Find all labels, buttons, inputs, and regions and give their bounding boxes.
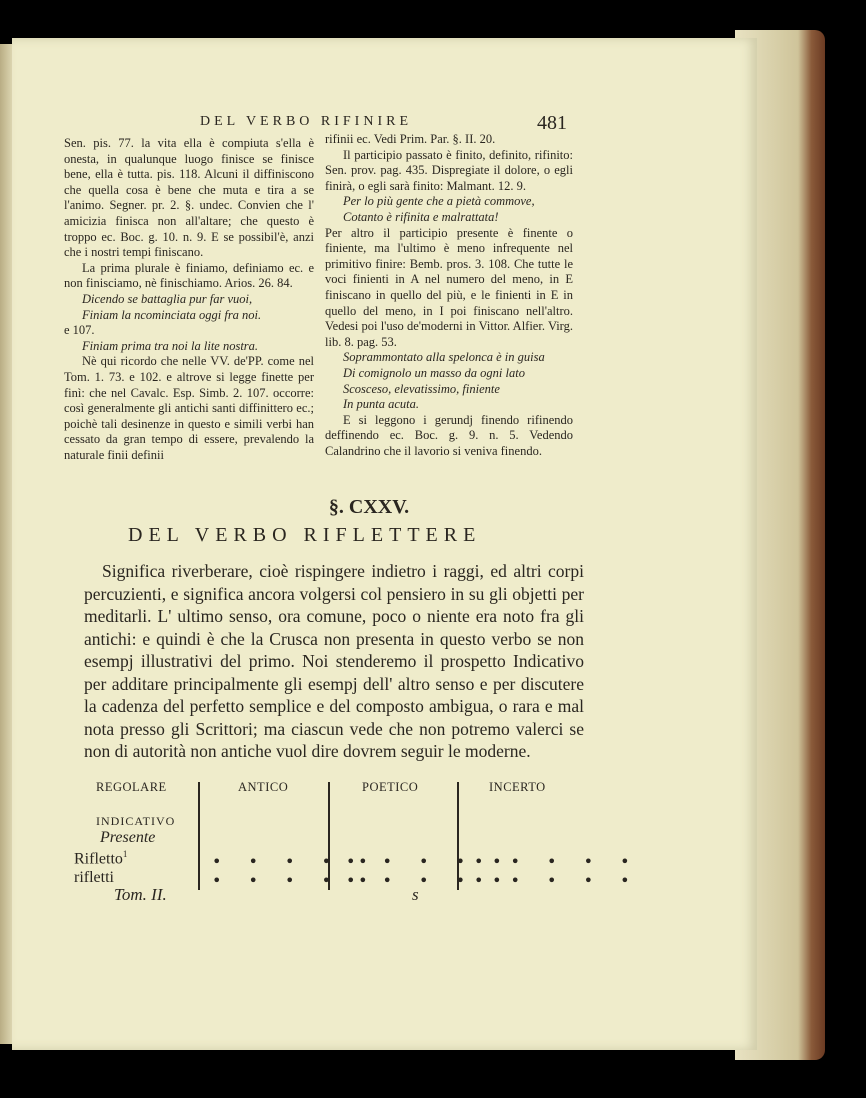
verse-line: Per lo più gente che a pietà commove, — [343, 194, 535, 209]
verse-line: Di comignolo un masso da ogni lato — [343, 365, 525, 380]
section-title: DEL VERBO RIFLETTERE — [128, 524, 482, 546]
tense-label: Presente — [100, 829, 156, 846]
table-header-regolare: REGOLARE — [96, 780, 167, 794]
table-row — [74, 869, 114, 887]
signature-mark: s — [412, 885, 419, 904]
dot-leader: • • • • • — [474, 871, 641, 890]
paragraph: Il participio passato è finito, definito, rifinito: Sen. prov. pag. 435. Dispregiate il dolore, o egli finirà, o egli sarà finito: Malmant. 12. 9. — [325, 147, 573, 193]
verb-form: Rifletto — [74, 850, 123, 868]
verse-line: Scosceso, elevatissimo, finiente — [343, 381, 500, 396]
mood-label: INDICATIVO — [96, 814, 176, 828]
verb-form: rifletti — [74, 869, 114, 886]
verse-line: Cotanto è rifinita e malrattata! — [343, 209, 499, 224]
paragraph: Sen. pis. 77. la vita ella è compiuta s'ella è onesta, in qualunque luogo finisce se finisce bene, ella è tutta. pis. 118. Alcuni il diffiniscono che quella cosa è bene che muta e tira a se l'animo. Segner. pr. 2. §. undec. Convien che l' amicizia finisca non all'altare; che questo è troppo ec. Boc. g. 10. n. 9. E se possibil'è, anzi che i nostri tempi finiscano. — [64, 136, 314, 260]
paragraph: rifinii ec. Vedi Prim. Par. §. II. 20. — [325, 132, 496, 146]
paragraph: Per altro il participio presente è finente o finiente, ma l'ultimo è meno infrequente nel primitivo finire: Bemb. pros. 3. 108. Che tutte le voci finienti in A nel numero del meno, in E finiscano in quello del più, e le finienti in E in quello del meno, in I poi finiscano nell'altro. Vedesi poi l'uso de'moderni in Vittor. Alfier. Virg. lib. 8. pag. 53. — [325, 225, 573, 349]
footnote-mark: 1 — [122, 849, 128, 859]
main-paragraph — [84, 560, 584, 763]
table-row — [74, 849, 127, 868]
dot-leader: • • • • • — [346, 871, 513, 890]
table-divider — [198, 782, 200, 890]
verse-line: Finiam prima tra noi la lite nostra. — [82, 338, 259, 353]
dot-leader: • • • • • — [212, 871, 379, 890]
dot-leader: • • • • • — [346, 852, 513, 871]
verse-line: Finiam la ncominciata oggi fra noi. — [82, 307, 262, 322]
paragraph: e 107. — [64, 323, 95, 338]
verse-line: Soprammontato alla spelonca è in guisa — [343, 350, 545, 365]
paragraph: La prima plurale è finiamo, definiamo ec. e non finisciamo, nè finischiamo. Arios. 26. 84. — [64, 260, 314, 291]
left-column — [64, 136, 314, 463]
paragraph: E si leggono i gerundj finendo rifinendo deffinendo ec. Boc. g. 9. n. 5. Vedendo Calandrino che il lavorio si veniva finendo. — [325, 412, 573, 458]
table-header-poetico: POETICO — [362, 780, 419, 794]
running-title: DEL VERBO RIFINIRE — [200, 114, 412, 129]
page-number: 481 — [537, 112, 567, 134]
dot-leader: • • • • • — [474, 852, 641, 871]
right-column — [325, 132, 573, 459]
table-header-incerto: INCERTO — [489, 780, 546, 794]
paragraph: Nè qui ricordo che nelle VV. de'PP. come nel Tom. 1. 73. e 102. e altrove si legge finette per finì: che nel Cavalc. Esp. Simb. 2. 107. occorre: così generalmente gli antichi santi diffinittero ec.; poichè tali desinenze in questo e simili verbi han cessato da gran tempo di essere, prevalendo la naturale finii definii — [64, 354, 314, 462]
section-number: §. CXXV. — [328, 496, 410, 518]
dot-leader: • • • • • — [212, 852, 379, 871]
volume-label: Tom. II. — [114, 885, 167, 904]
verse-line: Dicendo se battaglia pur far vuoi, — [82, 291, 253, 306]
verse-line: In punta acuta. — [343, 397, 420, 412]
paragraph: Significa riverberare, cioè rispingere indietro i raggi, ed altri corpi percuzienti, e significa ancora volgersi col pensiero in su gli objetti per meditarli. L' ultimo senso, ora comune, poco o niente era noto fra gli antichi: e quindi è che la Crusca non presenta in questo verbo se non esempj illustrativi del primo. Noi stenderemo il prospetto Indicativo per additare principalmente gli esempj dell' altro senso e per discutere la cadenza del perfetto semplice e del composto ambigua, o rara e mal nota presso gli Scrittori; ma ciascun vede che non potremo valerci se non di autorità non antiche vuol dire dovrem seguir le moderne. — [84, 561, 584, 761]
table-header-antico: ANTICO — [238, 780, 289, 794]
